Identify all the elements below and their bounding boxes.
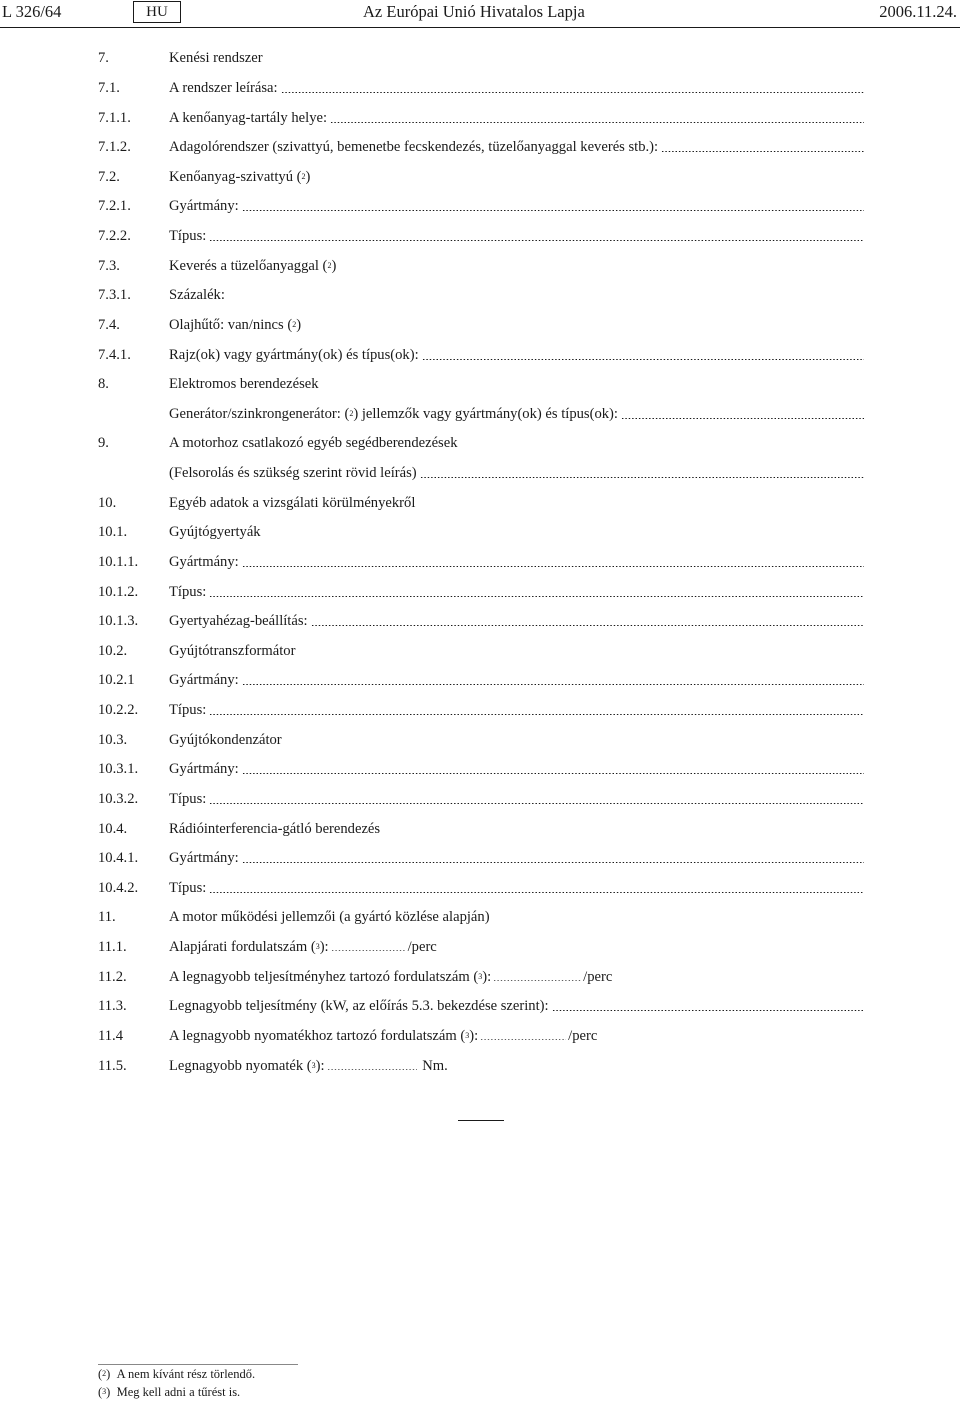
unit-suffix: /perc [568,1027,598,1044]
item-body [169,732,864,749]
form-item [98,548,864,578]
item-body [169,702,864,719]
form-item [98,163,864,193]
form-item [98,44,864,74]
page-header [0,0,960,30]
item-label [169,732,282,749]
item-label [169,435,458,452]
footnote-reference: 2 [292,319,297,329]
form-item [98,1022,864,1052]
item-label-text: Típus: [169,228,207,245]
item-label-text: (Felsorolás és szükség szerint rövid leírás) [169,465,417,482]
item-label-text: Legnagyobb teljesítmény (kW, az előírás 5.3. bekezdése szerint): [169,998,549,1015]
dotted-leader [209,596,864,597]
value-blank [331,950,406,951]
item-body [169,613,864,630]
item-label-text: Gyártmány: [169,850,239,867]
item-number: 7.2.1. [98,198,131,215]
item-number: 7.2.2. [98,228,131,245]
item-body [169,110,864,127]
unit-suffix: /perc [407,939,437,956]
item-number: 11.1. [98,939,127,956]
language-badge: HU [133,1,181,23]
item-body [169,643,864,660]
item-body [169,939,864,956]
item-body [169,880,864,897]
item-label-text: Gyártmány: [169,761,239,778]
item-label-text: ) [296,316,302,333]
item-body [169,672,864,689]
footnote-reference: 3 [478,971,483,981]
item-label [169,969,612,986]
item-label [169,613,308,630]
item-label-text: Gyártmány: [169,198,239,215]
item-label-text: Gyújtótranszformátor [169,642,296,659]
item-number: 7.1.1. [98,109,131,126]
item-number: 10.1.2. [98,583,139,600]
form-item [98,903,864,933]
item-number: 10.4. [98,820,128,837]
item-number: 7.3. [98,257,120,274]
form-items [98,44,864,1081]
item-label [169,376,319,393]
item-label-text: A rendszer leírása: [169,79,278,96]
item-label [169,939,437,956]
publication-date: 2006.11.24. [879,2,957,21]
form-item [98,340,864,370]
footnote-text: A nem kívánt rész törlendő. [116,1367,256,1381]
dotted-leader [209,892,864,893]
item-number: 10. [98,494,117,511]
item-number: 11.3. [98,998,127,1015]
dotted-leader [209,714,864,715]
item-label-text: Rádióinterferencia-gátló berendezés [169,820,381,837]
item-label-text: A motorhoz csatlakozó egyéb segédberendezések [169,435,458,452]
form-item [98,281,864,311]
item-label [169,287,225,304]
item-body [169,376,864,393]
form-item [98,696,864,726]
form-item [98,370,864,400]
item-body [169,850,864,867]
item-number: 11.2. [98,968,127,985]
form-item [98,251,864,281]
item-label-text: Típus: [169,879,207,896]
item-number: 10.3. [98,731,128,748]
item-body [169,909,864,926]
form-item [98,992,864,1022]
form-item [98,459,864,489]
item-body [169,1028,864,1045]
item-number: 10.2.1 [98,672,135,689]
footnote-reference: 3 [465,1030,470,1040]
dotted-leader [661,151,864,152]
item-label-text: A motor működési jellemzői (a gyártó közlése alapján) [169,909,490,926]
dotted-leader [209,803,864,804]
item-label [169,909,490,926]
form-item [98,814,864,844]
item-number: 10.4.1. [98,850,139,867]
dotted-leader [422,359,864,360]
item-label [169,169,310,186]
dotted-leader [242,862,864,863]
item-label [169,702,206,719]
dotted-leader [209,240,864,241]
item-label-text: ): [315,1057,325,1074]
item-number: 7.4. [98,316,120,333]
form-item [98,874,864,904]
form-item [98,103,864,133]
item-label [169,672,239,689]
item-body [169,139,864,156]
value-blank [480,1039,566,1040]
item-label [169,554,239,571]
form-item [98,192,864,222]
page-reference: L 326/64 [2,2,62,21]
item-label [169,347,419,364]
item-label-text: Százalék: [169,287,225,304]
item-body [169,347,864,364]
dotted-leader [621,418,864,419]
item-number: 7. [98,50,109,67]
item-body [169,198,864,215]
item-body [169,317,864,334]
item-label-text: Keverés a tüzelőanyaggal ( [169,257,328,274]
item-label-text: Alapjárati fordulatszám ( [169,939,316,956]
item-number: 7.4.1. [98,346,131,363]
item-label-text: Elektromos berendezések [169,376,319,393]
item-label-text: Kenési rendszer [169,50,263,67]
item-body [169,791,864,808]
item-label-text: Egyéb adatok a vizsgálati körülményekről [169,494,416,511]
item-label-text: ): [319,939,329,956]
item-label-text: A legnagyobb teljesítményhez tartozó fordulatszám ( [169,968,479,985]
item-label-text: Olajhűtő: van/nincs ( [169,316,293,333]
item-number: 7.3.1. [98,287,131,304]
item-number: 11.4 [98,1027,123,1044]
form-item [98,311,864,341]
item-label-text: Gyertyahézag-beállítás: [169,613,308,630]
item-label [169,198,239,215]
form-item [98,400,864,430]
item-label [169,495,415,512]
item-body [169,258,864,275]
item-label-text: Adagolórendszer (szivattyú, bemenetbe fecskendezés, tüzelőanyaggal keverés stb.): [169,139,659,156]
item-label [169,110,327,127]
item-label [169,791,206,808]
form-item [98,933,864,963]
dotted-leader [552,1010,864,1011]
item-body [169,465,864,482]
form-item [98,637,864,667]
item-body [169,821,864,838]
item-label [169,821,380,838]
item-number: 9. [98,435,109,452]
item-number: 7.1. [98,79,120,96]
dotted-leader [330,122,864,123]
footnote-text: Meg kell adni a tűrést is. [116,1385,241,1399]
item-label-text: A kenőanyag-tartály helye: [169,109,328,126]
form-item [98,607,864,637]
item-number: 10.3.1. [98,761,139,778]
form-item [98,725,864,755]
dotted-leader [311,625,864,626]
item-body [169,554,864,571]
form-item [98,577,864,607]
footnote-mark: 3 [102,1387,107,1396]
form-item [98,429,864,459]
item-body [169,998,864,1015]
value-blank [493,980,581,981]
item-number: 11.5. [98,1057,127,1074]
item-number: 10.2.2. [98,702,139,719]
item-label [169,139,658,156]
dotted-leader [242,684,864,685]
item-number: 8. [98,376,109,393]
item-label-text: Típus: [169,583,207,600]
item-label-text: Gyújtókondenzátor [169,731,282,748]
item-number: 10.2. [98,642,128,659]
item-body [169,169,864,186]
item-number: 10.1. [98,524,128,541]
item-label [169,465,417,482]
footnote-mark: 2 [102,1369,107,1378]
item-label-text: Gyújtógyertyák [169,524,261,541]
item-number: 10.1.1. [98,553,139,570]
form-item [98,755,864,785]
item-body [169,287,864,304]
item-label [169,228,206,245]
value-blank [327,1069,417,1070]
item-label [169,80,278,97]
form-item [98,666,864,696]
unit-suffix: Nm. [418,1057,448,1074]
item-body [169,435,864,452]
item-body [169,80,864,97]
item-label [169,880,206,897]
item-label-text: ): [482,968,492,985]
dotted-leader [281,92,864,93]
item-label [169,50,263,67]
form-item [98,785,864,815]
end-separator [458,1120,504,1121]
footnotes [98,1366,255,1402]
item-body [169,406,864,423]
item-body [169,584,864,601]
footnote-reference: 2 [327,260,332,270]
item-body [169,495,864,512]
form-item [98,222,864,252]
dotted-leader [242,566,864,567]
item-label [169,1028,597,1045]
item-label-text: Típus: [169,702,207,719]
form-item [98,488,864,518]
form-item [98,133,864,163]
footnote-reference: 2 [349,408,354,418]
item-number: 10.1.3. [98,613,139,630]
item-label-text: Legnagyobb nyomaték ( [169,1057,312,1074]
item-body [169,761,864,778]
item-label [169,584,206,601]
item-label [169,761,239,778]
item-body [169,228,864,245]
item-body [169,1058,864,1075]
form-item [98,1051,864,1081]
unit-suffix: /perc [583,968,613,985]
item-label-text: A legnagyobb nyomatékhoz tartozó fordulatszám ( [169,1027,466,1044]
form-item [98,518,864,548]
item-label-text: Gyártmány: [169,672,239,689]
item-label-text: Kenőanyag-szivattyú ( [169,168,302,185]
item-label-text: Rajz(ok) vagy gyártmány(ok) és típus(ok): [169,346,419,363]
item-label [169,258,336,275]
footnote: ($^3$) Meg kell adni a tűrést is. [98,1385,241,1399]
item-label [169,317,301,334]
item-label [169,850,239,867]
item-label-text: ) [305,168,311,185]
item-number: 10.4.2. [98,879,139,896]
item-number: 7.2. [98,168,120,185]
form-item [98,74,864,104]
dotted-leader [242,210,864,211]
item-label [169,406,618,423]
item-label [169,998,549,1015]
item-label [169,524,261,541]
item-label-text: Generátor/szinkrongenerátor: ( [169,405,350,422]
footnote-reference: 2 [301,171,306,181]
item-body [169,969,864,986]
footnote-reference: 3 [311,1060,316,1070]
item-label [169,1058,448,1075]
item-label-text: Gyártmány: [169,553,239,570]
dotted-leader [242,773,864,774]
footnote-reference: 3 [315,942,320,952]
item-body [169,50,864,67]
item-label-text: ) [331,257,337,274]
footnote-rule [98,1364,298,1365]
item-number: 10.3.2. [98,790,139,807]
item-number: 11. [98,909,116,926]
item-label-text: Típus: [169,790,207,807]
form-item [98,962,864,992]
header-rule [0,27,960,28]
item-body [169,524,864,541]
item-label-text: ): [469,1027,479,1044]
footnote: ($^2$) A nem kívánt rész törlendő. [98,1367,256,1381]
item-number: 7.1.2. [98,139,131,156]
item-label-text: ) jellemzők vagy gyártmány(ok) és típus(ok): [353,405,618,422]
form-item [98,844,864,874]
dotted-leader [420,477,864,478]
item-label [169,643,295,660]
journal-title: Az Európai Unió Hivatalos Lapja [363,2,585,21]
